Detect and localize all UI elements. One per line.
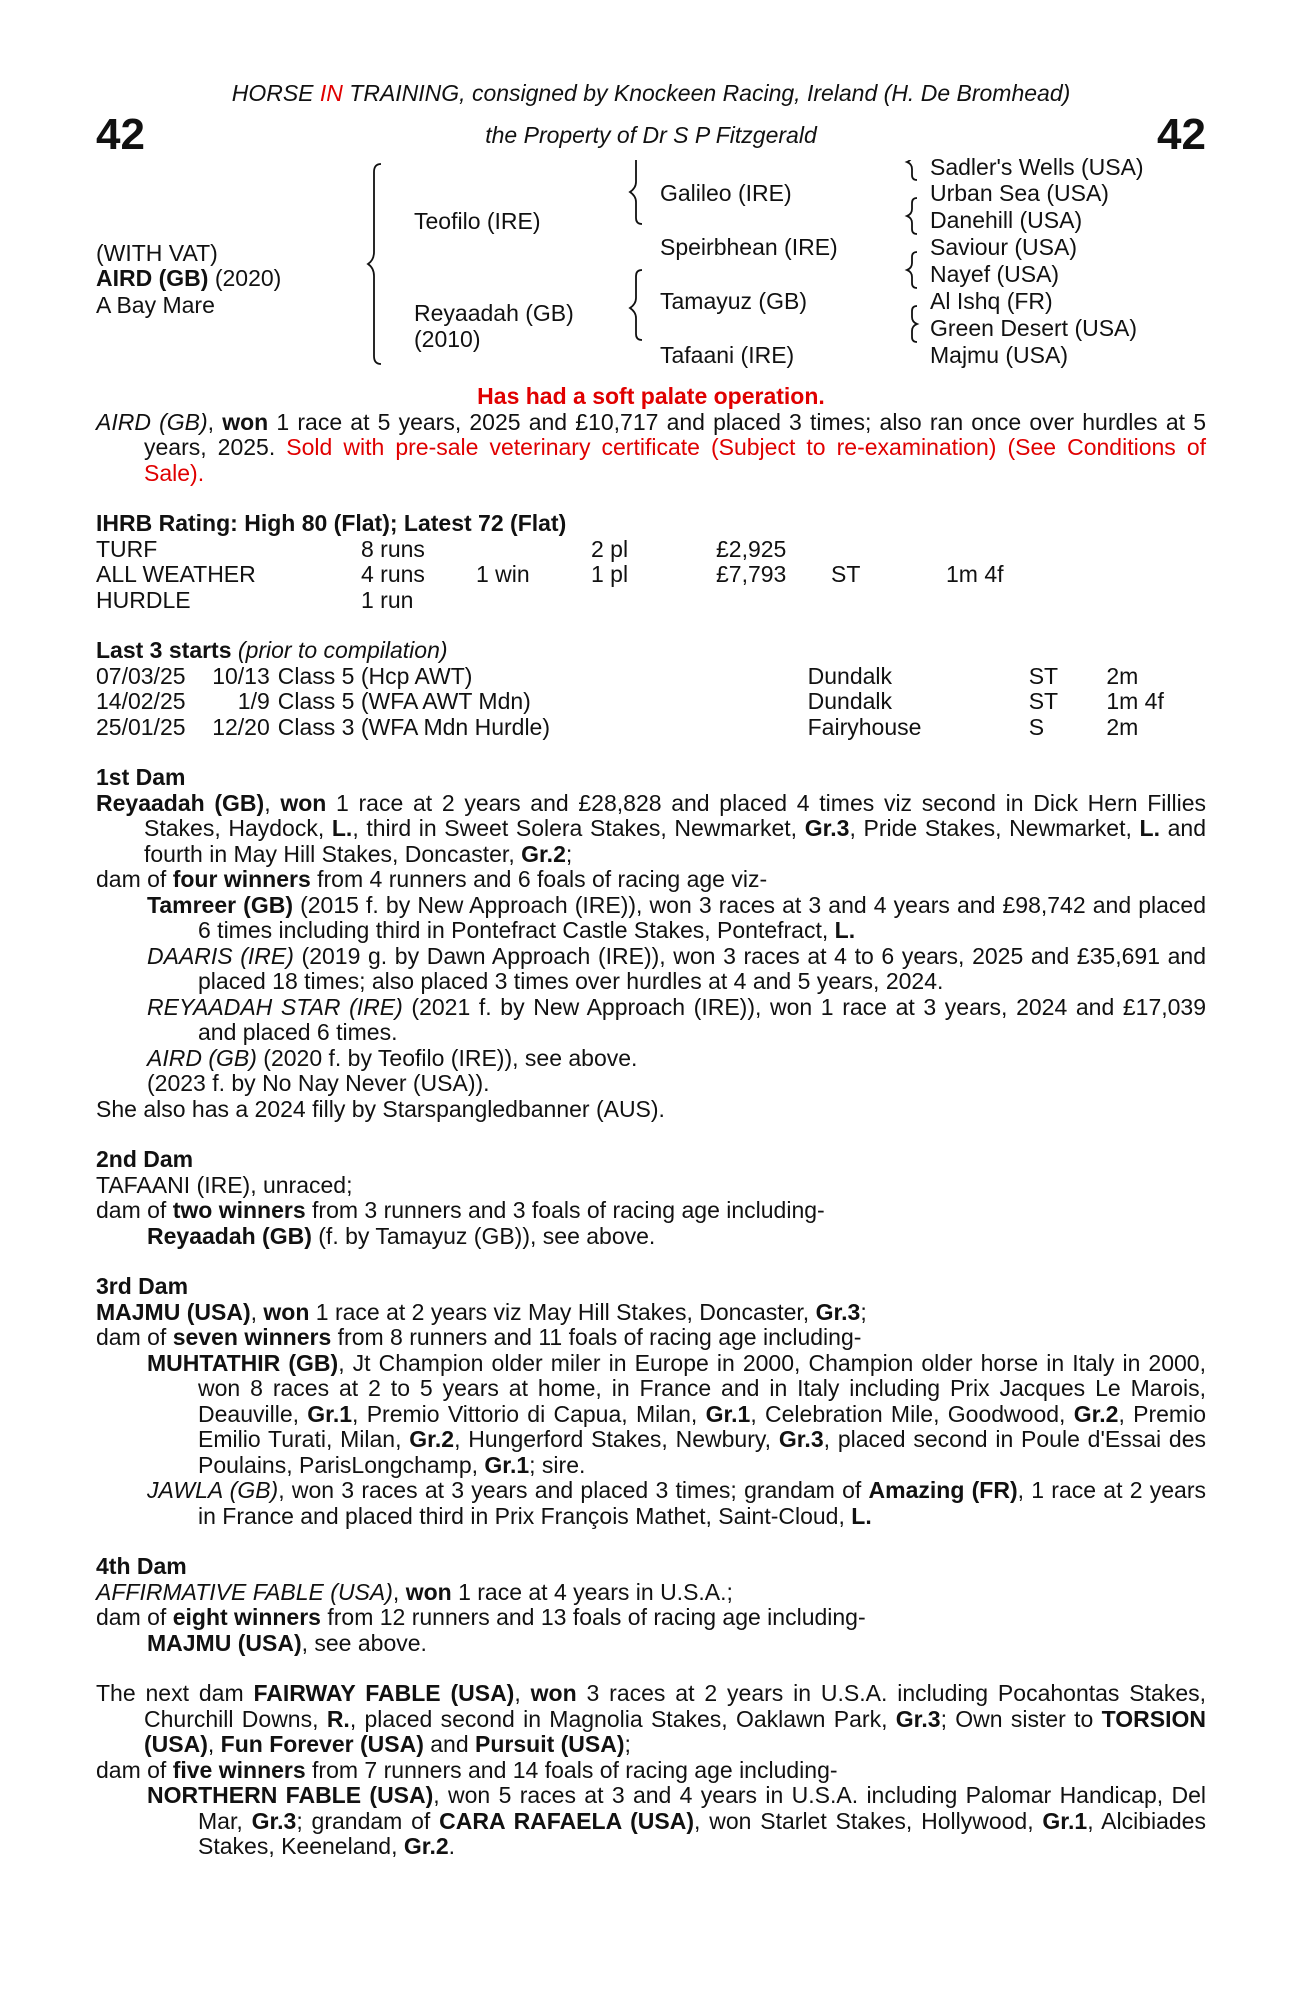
soft-palate-note: Has had a soft palate operation. bbox=[477, 383, 825, 409]
race-record-surface: HURDLE bbox=[96, 586, 191, 613]
catalogue-page bbox=[96, 80, 1206, 1860]
dam-sire: Tamayuz (GB) bbox=[660, 288, 807, 314]
last-start-going: ST bbox=[1028, 688, 1059, 714]
ggp-2: Urban Sea (USA) bbox=[930, 180, 1109, 206]
ggp-7: Green Desert (USA) bbox=[930, 315, 1138, 341]
produce-muhtathir: MUHTATHIR (GB), Jt Champion older miler in Europe in 2000, Champion older horse in Italy in 2000, won 8 races at 2 to 5 years at home, in France and in Italy including Prix Jacques Le Marois, Deauville, Gr.1, Premio Vittorio di Capua, Milan, Gr.1, Celebration Mile, Goodwood, Gr.2, Premio Emilio Turati, Milan, Gr.2, Hungerford Stakes, Newbury, Gr.3, placed second in Poule d'Essai des Poulains, ParisLongchamp, Gr.1; sire. bbox=[147, 1349, 1206, 1478]
race-record-runs: 8 runs bbox=[361, 535, 425, 562]
ggp-6: Al Ishq (FR) bbox=[930, 288, 1053, 314]
summary-paragraph: AIRD (GB), won 1 race at 5 years, 2025 and £10,717 and placed 3 times; also ran once over hurdles at 5 years, 2025. Sold with pre-sale veterinary certificate (Subject to re-examination) (See Conditions of Sale). bbox=[96, 408, 1207, 486]
dam-year: (2010) bbox=[414, 326, 481, 352]
produce-2023: (2023 f. by No Nay Never (USA)). bbox=[147, 1070, 490, 1096]
third-dam-produce-summary: dam of seven winners from 8 runners and 11 foals of racing age including- bbox=[96, 1324, 862, 1350]
last-start-date: 14/02/25 bbox=[96, 688, 186, 714]
fourth-dam-produce-summary: dam of eight winners from 12 runners and 13 foals of racing age including- bbox=[96, 1604, 866, 1630]
third-dam-record: MAJMU (USA), won 1 race at 2 years viz May Hill Stakes, Doncaster, Gr.3; bbox=[96, 1298, 867, 1325]
last-start-dist: 2m bbox=[1106, 713, 1139, 740]
race-record-wins: 1 win bbox=[476, 561, 530, 587]
fourth-dam-record: AFFIRMATIVE FABLE (USA), won 1 race at 4 years in U.S.A.; bbox=[96, 1578, 733, 1605]
horse-name-line bbox=[96, 265, 281, 292]
ggp-1: Sadler's Wells (USA) bbox=[930, 154, 1144, 180]
last-start-date: 25/01/25 bbox=[96, 713, 186, 740]
last-start-row bbox=[96, 715, 1206, 741]
pedigree-table bbox=[96, 154, 1206, 380]
race-record-runs: 1 run bbox=[361, 586, 414, 613]
race-record-going: ST bbox=[831, 561, 861, 587]
race-record-table bbox=[96, 537, 1066, 614]
first-dam-produce-summary: dam of four winners from 4 runners and 6 foals of racing age viz- bbox=[96, 866, 768, 892]
produce-reyaadah: Reyaadah (GB) (f. by Tamayuz (GB)), see above. bbox=[147, 1222, 656, 1249]
race-record-row bbox=[96, 537, 1066, 563]
third-dam-heading: 3rd Dam bbox=[96, 1273, 189, 1299]
race-record-dist bbox=[946, 588, 1066, 614]
ggp-4: Saviour (USA) bbox=[930, 234, 1077, 260]
ggp-5: Nayef (USA) bbox=[930, 261, 1060, 287]
race-record-row bbox=[96, 562, 1066, 588]
dam-dam: Tafaani (IRE) bbox=[660, 342, 795, 368]
consignor-line: HORSE IN TRAINING, consigned by Knockeen Racing, Ireland (H. De Bromhead) bbox=[231, 80, 1071, 106]
last-start-pos: 10/13 bbox=[212, 662, 270, 689]
last-start-going: ST bbox=[1028, 662, 1059, 689]
horse-description: A Bay Mare bbox=[96, 292, 215, 318]
race-record-surface: TURF bbox=[96, 535, 158, 562]
lot-number-right: 42 bbox=[1157, 110, 1206, 159]
race-record-surface: ALL WEATHER bbox=[96, 561, 256, 587]
fourth-dam-heading: 4th Dam bbox=[96, 1553, 187, 1579]
last-start-race: Class 5 (Hcp AWT) bbox=[277, 662, 473, 689]
race-record-wins bbox=[476, 588, 591, 614]
produce-majmu: MAJMU (USA), see above. bbox=[147, 1629, 427, 1656]
next-dam-record: The next dam FAIRWAY FABLE (USA), won 3 races at 2 years in U.S.A. including Pocahontas Stakes, Churchill Downs, R., placed second in Magnolia Stakes, Oaklawn Park, Gr.3; Own sister to TORSION (USA), Fun Forever (USA) and Pursuit (USA); bbox=[96, 1680, 1207, 1757]
last-start-row bbox=[96, 689, 1206, 715]
last-start-date: 07/03/25 bbox=[96, 662, 186, 689]
race-record-runs: 4 runs bbox=[361, 561, 425, 587]
ggp-8: Majmu (USA) bbox=[930, 342, 1069, 368]
vet-certificate-note: Sold with pre-sale veterinary certificate (Subject to re-examination) (See Conditions of Sale). bbox=[144, 434, 1207, 486]
produce-northern-fable: NORTHERN FABLE (USA), won 5 races at 3 and 4 years in U.S.A. including Palomar Handicap, Del Mar, Gr.3; grandam of CARA RAFAELA (USA), won Starlet Stakes, Hollywood, Gr.1, Alcibiades Stakes, Keeneland, Gr.2. bbox=[147, 1782, 1206, 1859]
race-record-prize: £2,925 bbox=[716, 535, 787, 562]
first-dam-heading: 1st Dam bbox=[96, 764, 186, 790]
last-start-race: Class 3 (WFA Mdn Hurdle) bbox=[277, 713, 551, 740]
second-dam-record: TAFAANI (IRE), unraced; bbox=[96, 1171, 353, 1198]
last-start-race: Class 5 (WFA AWT Mdn) bbox=[277, 688, 531, 714]
sire-dam: Speirbhean (IRE) bbox=[660, 234, 838, 260]
last-starts-heading: Last 3 starts (prior to compilation) bbox=[96, 637, 448, 663]
last-start-course: Fairyhouse bbox=[807, 713, 922, 740]
last-start-going: S bbox=[1028, 713, 1045, 740]
last-start-row bbox=[96, 664, 1206, 690]
dam: Reyaadah (GB) bbox=[414, 300, 574, 326]
race-record-dist: 1m 4f bbox=[946, 561, 1004, 587]
second-dam-produce-summary: dam of two winners from 3 runners and 3 foals of racing age including- bbox=[96, 1197, 825, 1223]
first-dam-record: Reyaadah (GB), won 1 race at 2 years and £28,828 and placed 4 times viz second in Dick Hern Fillies Stakes, Haydock, L., third in Sweet Solera Stakes, Newmarket, Gr.3, Pride Stakes, Newmarket, L. and fourth in May Hill Stakes, Doncaster, Gr.2; bbox=[96, 789, 1207, 867]
ggp-3: Danehill (USA) bbox=[930, 207, 1083, 233]
last-start-dist: 1m 4f bbox=[1106, 688, 1164, 714]
second-dam-heading: 2nd Dam bbox=[96, 1146, 194, 1172]
first-dam-also: She also has a 2024 filly by Starspangledbanner (AUS). bbox=[96, 1095, 665, 1122]
last-start-dist: 2m bbox=[1106, 662, 1139, 689]
race-record-prize bbox=[716, 588, 831, 614]
race-record-placed: 1 pl bbox=[591, 561, 629, 587]
sire: Teofilo (IRE) bbox=[414, 208, 541, 234]
last-start-pos: 12/20 bbox=[212, 713, 270, 740]
race-record-row bbox=[96, 588, 1066, 614]
produce-jawla: JAWLA (GB), won 3 races at 3 years and placed 3 times; grandam of Amazing (FR), 1 race at 2 years in France and placed third in Prix François Mathet, Saint-Cloud, L. bbox=[147, 1477, 1206, 1529]
consign-in-word: IN bbox=[319, 80, 343, 106]
horse-name: AIRD (GB) bbox=[96, 265, 209, 291]
lot-header bbox=[96, 80, 1206, 160]
next-dam-produce-summary: dam of five winners from 7 runners and 14 foals of racing age including- bbox=[96, 1756, 838, 1783]
vat-label: (WITH VAT) bbox=[96, 240, 218, 266]
sire-sire: Galileo (IRE) bbox=[660, 180, 792, 206]
produce-tamreer: Tamreer (GB) (2015 f. by New Approach (IRE)), won 3 races at 3 and 4 years and £98,742 and placed 6 times including third in Pontefract Castle Stakes, Pontefract, L. bbox=[147, 891, 1206, 943]
lot-number-left: 42 bbox=[96, 110, 145, 159]
race-record-wins bbox=[476, 537, 591, 563]
horse-year: (2020) bbox=[208, 265, 282, 291]
race-record-dist bbox=[946, 537, 1066, 563]
race-record-placed: 2 pl bbox=[591, 535, 629, 562]
property-line: the Property of Dr S P Fitzgerald bbox=[485, 122, 817, 148]
race-record-going bbox=[831, 588, 946, 614]
produce-reyaadah-star: REYAADAH STAR (IRE) (2021 f. by New Approach (IRE)), won 1 race at 3 years, 2024 and £17,039 and placed 6 times. bbox=[147, 993, 1206, 1045]
race-record-placed bbox=[591, 588, 716, 614]
rating-heading: IHRB Rating: High 80 (Flat); Latest 72 (Flat) bbox=[96, 510, 567, 536]
last-starts-table bbox=[96, 664, 1206, 741]
produce-aird: AIRD (GB) (2020 f. by Teofilo (IRE)), see above. bbox=[147, 1044, 638, 1071]
race-record-prize: £7,793 bbox=[716, 561, 787, 587]
race-record-going bbox=[831, 537, 946, 563]
last-start-pos: 1/9 bbox=[237, 688, 270, 714]
last-start-course: Dundalk bbox=[807, 688, 893, 714]
last-start-course: Dundalk bbox=[807, 662, 893, 689]
produce-daaris: DAARIS (IRE) (2019 g. by Dawn Approach (IRE)), won 3 races at 4 to 6 years, 2025 and £35,691 and placed 18 times; also placed 3 times over hurdles at 4 and 5 years, 2024. bbox=[147, 942, 1206, 994]
